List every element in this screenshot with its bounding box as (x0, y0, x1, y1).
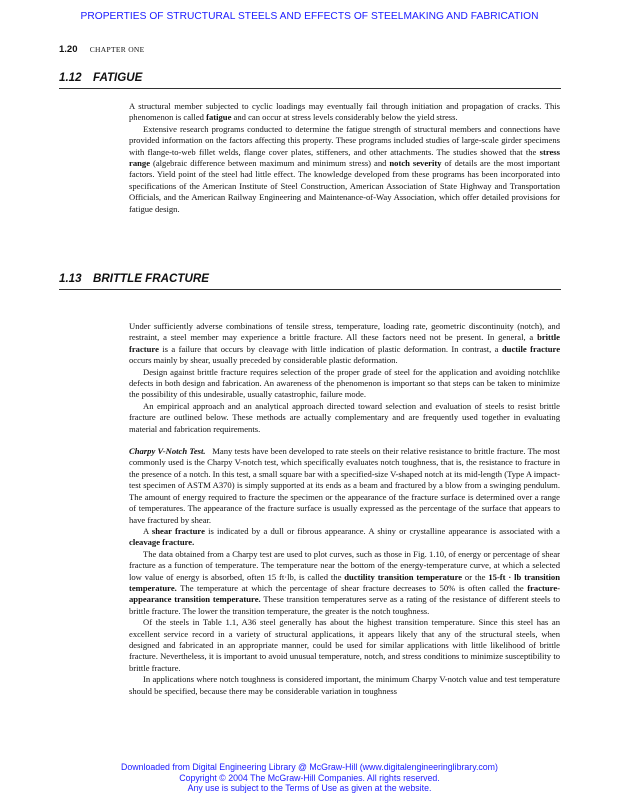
text-run: is indicated by a dull or fibrous appearance. A shiny or crystalline appearance is associated with a (204, 525, 560, 536)
paragraph: An empirical approach and an analytical approach directed toward selection and evaluation of steels to resist brittle fracture are outlined below. These methods are actually complementary and are frequently used together in evaluating material and fabrication requirements. (129, 400, 560, 434)
term-notch-severity: notch severity (389, 158, 442, 169)
text-run: These transition temperatures serve as a rating of the resistance of different steels to brittle fracture. The lower the transition temperature, the greater is the notch toughness. (129, 594, 560, 616)
text-run: is a failure that occurs by cleavage with little indication of plastic deformation. In contrast, a (158, 343, 502, 354)
text-run: or the (462, 571, 489, 582)
section-title: BRITTLE FRACTURE (93, 272, 209, 285)
footer-copyright: Copyright © 2004 The McGraw-Hill Companies. All rights reserved. (179, 772, 440, 783)
term-stress-range: stress range (129, 146, 560, 169)
section-rule (59, 289, 561, 290)
term-brittle-fracture: brittle fracture (129, 332, 560, 354)
term-fracture-appearance: fracture-appearance transition temperature. (129, 582, 560, 605)
chapter-label: CHAPTER ONE (89, 45, 145, 54)
term-fatigue: fatigue (206, 112, 232, 123)
term-cleavage-fracture: cleavage fracture. (129, 537, 195, 548)
text-run: A (143, 525, 152, 536)
paragraph: In applications where notch toughness is considered important, the minimum Charpy V-notch value and test temperature should be specified, because there may be considerable variation in toughness (129, 674, 560, 696)
section-number: 1.13 (59, 272, 82, 285)
section-rule (59, 88, 561, 89)
paragraph (129, 321, 560, 367)
text-run: The data obtained from a Charpy test are used to plot curves, such as those in Fig. 1.10, of energy or percentage of shear fracture as a function of temperature. The temperature near the bottom of the energy-temperature curve, at which a selected low value of energy is absorbed, often 15 ft·lb, is called the (129, 548, 560, 582)
paragraph (129, 526, 560, 549)
paragraph (129, 549, 560, 617)
section-number: 1.12 (59, 71, 82, 84)
text-run: occurs mainly by shear, usually preceded by considerable plastic deformation. (129, 355, 398, 366)
section-title: FATIGUE (93, 71, 143, 84)
paragraph: Of the steels in Table 1.1, A36 steel generally has about the highest transition temperature. Since this steel has an excellent service record in a variety of structural applications, it appears likely that any of the structural steels, when designed and fabricated in an appropriate manner, could be used for similar applications with little likelihood of brittle fracture. Nevertheless, it is important to avoid unusual temperature, notch, and stress conditions to minimize susceptibility to brittle fracture. (129, 617, 560, 673)
section-heading-fatigue (59, 71, 142, 84)
text-run: Extensive research programs conducted to determine the fatigue strength of structural members and connections have provided information on the factors affecting this property. These programs included studies of large-scale girder specimens with flange-to-web fillet welds, flange cover plates, stiffeners, and other attachments. The studies showed that the (129, 123, 560, 157)
page-footer (0, 762, 619, 794)
text-run: A structural member subjected to cyclic loadings may eventually fail through initiation and propagation of cracks. This phenomenon is called (129, 101, 560, 123)
paragraph (129, 124, 560, 215)
paragraph (129, 101, 560, 124)
text-run: of details are the most important factors. Yield point of the steel had little effect. The knowledge developed from these programs has been incorporated into specifications of the American Institute of Steel Construction, American Association of State Highway and Transportation Officials, and the American Railway Engineering and Maintenance-of-Way Association, which offer detailed provisions for fatigue design. (129, 158, 561, 214)
charpy-heading: Charpy V-Notch Test. (129, 446, 206, 457)
brittle-body (129, 321, 560, 697)
paragraph: Design against brittle fracture requires selection of the proper grade of steel for the application and avoiding notchlike defects in both design and fabrication. An awareness of the phenomenon is important so that steps can be taken to minimize the possibility of this undesirable, usually catastrophic, failure mode. (129, 366, 560, 400)
paragraph (129, 446, 560, 526)
text-run: The temperature at which the percentage of shear fracture decreases to 50% is often called the (176, 582, 528, 593)
page-number: 1.20 (59, 44, 78, 55)
text-run: Under sufficiently adverse combinations of tensile stress, temperature, loading rate, geometric discontinuity (notch), and restraint, a steel member may experience a brittle fracture. All these factors need not be present. In general, a (129, 321, 560, 343)
term-ductility-transition: ductility transition temperature (344, 571, 463, 582)
page-banner: PROPERTIES OF STRUCTURAL STEELS AND EFFECTS OF STEELMAKING AND FABRICATION (80, 11, 539, 22)
footer-download-link[interactable]: Downloaded from Digital Engineering Library @ McGraw-Hill (www.digitalengineeringlibrary.com) (121, 762, 498, 772)
text-run: Many tests have been developed to rate steels on their relative resistance to brittle fracture. The most commonly used is the Charpy V-notch test, which specifically evaluates notch toughness, that is, the resistance to fracture in the presence of a notch. In this test, a small square bar with a specified-size V-shaped notch at its mid-length (Type A impact-test specimen of ASTM A370) is simply supported at its ends as a beam and fractured by a blow from a swinging pendulum. The amount of energy required to fracture the specimen or the appearance of the fracture surface is determined over a range of temperatures. The appearance of the fracture surface is usually expressed as the percentage of the surface that appears to have fractured by shear. (129, 446, 560, 525)
footer-terms-link[interactable]: Any use is subject to the Terms of Use as given at the website. (187, 783, 432, 794)
running-head (59, 44, 145, 55)
section-heading-brittle-fracture (59, 272, 209, 285)
text-run: (algebraic difference between maximum and minimum stress) and (150, 158, 390, 169)
text-run: and can occur at stress levels considerably below the yield stress. (231, 112, 458, 123)
term-ductile-fracture: ductile fracture (501, 343, 561, 354)
term-shear-fracture: shear fracture (151, 525, 205, 536)
fatigue-body (129, 101, 560, 215)
term-15ftlb-transition: 15-ft · lb transition temperature. (129, 571, 560, 593)
